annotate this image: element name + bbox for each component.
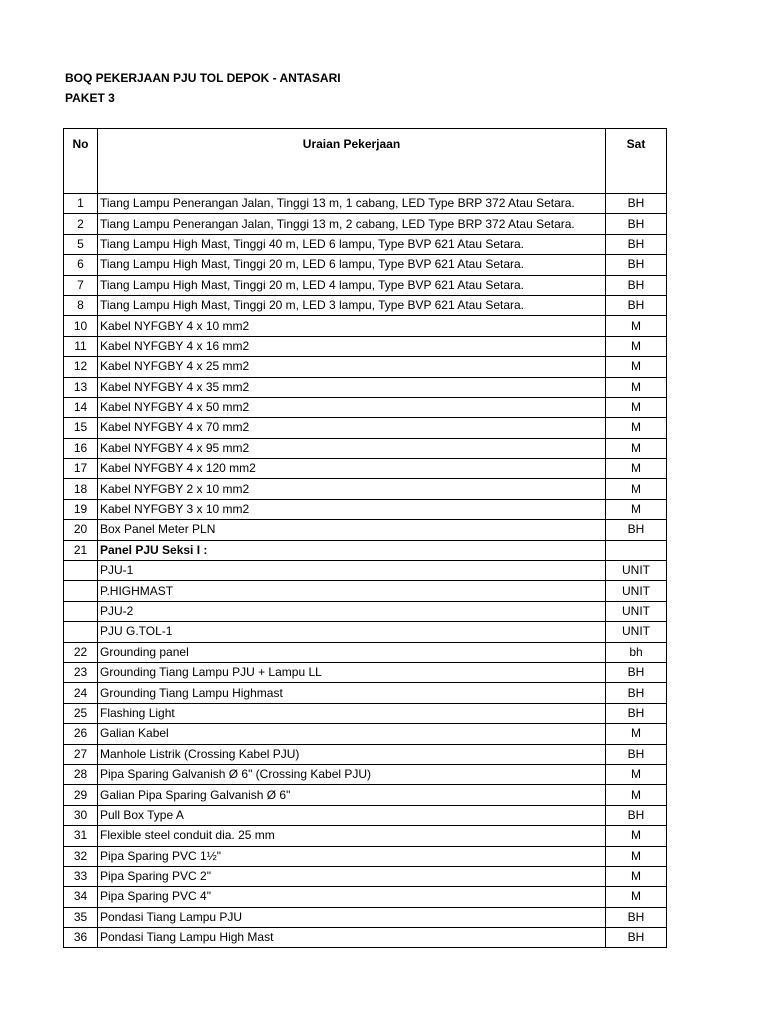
row-description: Tiang Lampu High Mast, Tinggi 40 m, LED 6 lampu, Type BVP 621 Atau Setara. (98, 234, 606, 254)
row-unit: BH (606, 295, 667, 315)
row-number: 10 (64, 316, 98, 336)
row-unit: M (606, 846, 667, 866)
row-description: Kabel NYFGBY 2 x 10 mm2 (98, 479, 606, 499)
row-unit: BH (606, 805, 667, 825)
table-row (64, 805, 667, 825)
row-unit: UNIT (606, 601, 667, 621)
row-description: Manhole Listrik (Crossing Kabel PJU) (98, 744, 606, 764)
row-number: 22 (64, 642, 98, 662)
table-row (64, 744, 667, 764)
table-row (64, 459, 667, 479)
table-row (64, 194, 667, 214)
document-subtitle: PAKET 3 (65, 91, 115, 105)
table-row (64, 928, 667, 948)
table-row (64, 642, 667, 662)
row-number (64, 601, 98, 621)
table-body (64, 194, 667, 948)
row-description: Tiang Lampu High Mast, Tinggi 20 m, LED 4 lampu, Type BVP 621 Atau Setara. (98, 275, 606, 295)
table-row (64, 662, 667, 682)
row-description: Kabel NYFGBY 4 x 16 mm2 (98, 336, 606, 356)
row-description: Tiang Lampu High Mast, Tinggi 20 m, LED 3 lampu, Type BVP 621 Atau Setara. (98, 295, 606, 315)
row-description: Grounding panel (98, 642, 606, 662)
row-unit: BH (606, 214, 667, 234)
row-description: Pipa Sparing PVC 4" (98, 887, 606, 907)
row-description: Kabel NYFGBY 4 x 70 mm2 (98, 418, 606, 438)
row-number: 31 (64, 826, 98, 846)
table-row (64, 601, 667, 621)
row-number: 7 (64, 275, 98, 295)
row-number: 16 (64, 438, 98, 458)
header-description: Uraian Pekerjaan (98, 129, 606, 194)
row-number: 29 (64, 785, 98, 805)
row-description: Pull Box Type A (98, 805, 606, 825)
row-unit: M (606, 336, 667, 356)
row-number: 13 (64, 377, 98, 397)
row-number: 8 (64, 295, 98, 315)
table-row (64, 377, 667, 397)
row-number: 6 (64, 255, 98, 275)
row-number: 28 (64, 764, 98, 784)
table-row (64, 561, 667, 581)
row-number: 15 (64, 418, 98, 438)
row-number: 32 (64, 846, 98, 866)
row-number: 11 (64, 336, 98, 356)
row-description: Galian Kabel (98, 724, 606, 744)
row-number: 2 (64, 214, 98, 234)
row-number (64, 581, 98, 601)
row-unit: M (606, 479, 667, 499)
table-row (64, 724, 667, 744)
table-row (64, 357, 667, 377)
row-unit: M (606, 397, 667, 417)
row-unit: M (606, 459, 667, 479)
row-unit: M (606, 418, 667, 438)
row-number: 1 (64, 194, 98, 214)
row-unit: BH (606, 194, 667, 214)
row-description: Pipa Sparing Galvanish Ø 6" (Crossing Kabel PJU) (98, 764, 606, 784)
row-number (64, 561, 98, 581)
row-description: Pondasi Tiang Lampu High Mast (98, 928, 606, 948)
row-description: Box Panel Meter PLN (98, 520, 606, 540)
row-description: Tiang Lampu Penerangan Jalan, Tinggi 13 m, 1 cabang, LED Type BRP 372 Atau Setara. (98, 194, 606, 214)
row-number: 5 (64, 234, 98, 254)
row-unit: BH (606, 275, 667, 295)
table-row (64, 887, 667, 907)
row-unit: M (606, 377, 667, 397)
row-number: 17 (64, 459, 98, 479)
row-unit: BH (606, 907, 667, 927)
row-description: Kabel NYFGBY 4 x 50 mm2 (98, 397, 606, 417)
row-number: 20 (64, 520, 98, 540)
row-unit: BH (606, 520, 667, 540)
table-row (64, 275, 667, 295)
row-unit: M (606, 724, 667, 744)
row-unit: BH (606, 662, 667, 682)
row-unit: M (606, 499, 667, 519)
row-unit: M (606, 887, 667, 907)
row-description: Kabel NYFGBY 4 x 120 mm2 (98, 459, 606, 479)
table-row (64, 479, 667, 499)
header-unit: Sat (606, 129, 667, 194)
row-description: Kabel NYFGBY 4 x 25 mm2 (98, 357, 606, 377)
document-title: BOQ PEKERJAAN PJU TOL DEPOK - ANTASARI (65, 71, 341, 85)
table-row (64, 785, 667, 805)
row-number: 23 (64, 662, 98, 682)
row-number: 35 (64, 907, 98, 927)
row-number: 14 (64, 397, 98, 417)
table-row (64, 581, 667, 601)
table-row (64, 683, 667, 703)
header-no: No (64, 129, 98, 194)
table-row (64, 622, 667, 642)
row-number: 21 (64, 540, 98, 560)
table-row (64, 397, 667, 417)
row-unit: BH (606, 744, 667, 764)
table-row (64, 499, 667, 519)
row-description: Pipa Sparing PVC 2" (98, 866, 606, 886)
row-number: 18 (64, 479, 98, 499)
table-row (64, 846, 667, 866)
row-description: Kabel NYFGBY 3 x 10 mm2 (98, 499, 606, 519)
row-description: Tiang Lampu Penerangan Jalan, Tinggi 13 m, 2 cabang, LED Type BRP 372 Atau Setara. (98, 214, 606, 234)
table-row (64, 255, 667, 275)
row-unit: UNIT (606, 561, 667, 581)
row-unit: M (606, 357, 667, 377)
row-number: 12 (64, 357, 98, 377)
row-unit (606, 540, 667, 560)
row-unit: BH (606, 683, 667, 703)
row-unit: UNIT (606, 581, 667, 601)
row-number: 30 (64, 805, 98, 825)
table-row (64, 295, 667, 315)
table-row (64, 418, 667, 438)
row-number: 27 (64, 744, 98, 764)
row-unit: M (606, 826, 667, 846)
row-description: Flexible steel conduit dia. 25 mm (98, 826, 606, 846)
row-number: 36 (64, 928, 98, 948)
row-description: Pondasi Tiang Lampu PJU (98, 907, 606, 927)
row-number: 25 (64, 703, 98, 723)
row-description: PJU-2 (98, 601, 606, 621)
row-description: Panel PJU Seksi I : (98, 540, 606, 560)
row-number: 24 (64, 683, 98, 703)
row-unit: M (606, 764, 667, 784)
row-description: Kabel NYFGBY 4 x 95 mm2 (98, 438, 606, 458)
row-number (64, 622, 98, 642)
row-unit: M (606, 438, 667, 458)
table-header (64, 129, 667, 194)
table-row (64, 214, 667, 234)
row-unit: BH (606, 234, 667, 254)
row-description: Pipa Sparing PVC 1½" (98, 846, 606, 866)
table-row (64, 336, 667, 356)
row-description: Kabel NYFGBY 4 x 35 mm2 (98, 377, 606, 397)
table-row (64, 866, 667, 886)
row-unit: M (606, 785, 667, 805)
row-description: PJU-1 (98, 561, 606, 581)
row-description: PJU G.TOL-1 (98, 622, 606, 642)
row-unit: M (606, 866, 667, 886)
table-row (64, 764, 667, 784)
row-description: Kabel NYFGBY 4 x 10 mm2 (98, 316, 606, 336)
row-description: Tiang Lampu High Mast, Tinggi 20 m, LED 6 lampu, Type BVP 621 Atau Setara. (98, 255, 606, 275)
table-row (64, 234, 667, 254)
row-unit: bh (606, 642, 667, 662)
row-description: Galian Pipa Sparing Galvanish Ø 6" (98, 785, 606, 805)
row-description: Grounding Tiang Lampu PJU + Lampu LL (98, 662, 606, 682)
header-row (64, 129, 667, 194)
table-row (64, 540, 667, 560)
table-row (64, 438, 667, 458)
row-unit: BH (606, 255, 667, 275)
row-description: Grounding Tiang Lampu Highmast (98, 683, 606, 703)
table-row (64, 907, 667, 927)
row-description: Flashing Light (98, 703, 606, 723)
table-row (64, 316, 667, 336)
row-unit: M (606, 316, 667, 336)
table-row (64, 703, 667, 723)
row-number: 34 (64, 887, 98, 907)
row-number: 19 (64, 499, 98, 519)
row-number: 33 (64, 866, 98, 886)
row-number: 26 (64, 724, 98, 744)
row-unit: UNIT (606, 622, 667, 642)
row-unit: BH (606, 928, 667, 948)
row-description: P.HIGHMAST (98, 581, 606, 601)
row-unit: BH (606, 703, 667, 723)
table-row (64, 826, 667, 846)
table-row (64, 520, 667, 540)
boq-table (63, 128, 667, 948)
